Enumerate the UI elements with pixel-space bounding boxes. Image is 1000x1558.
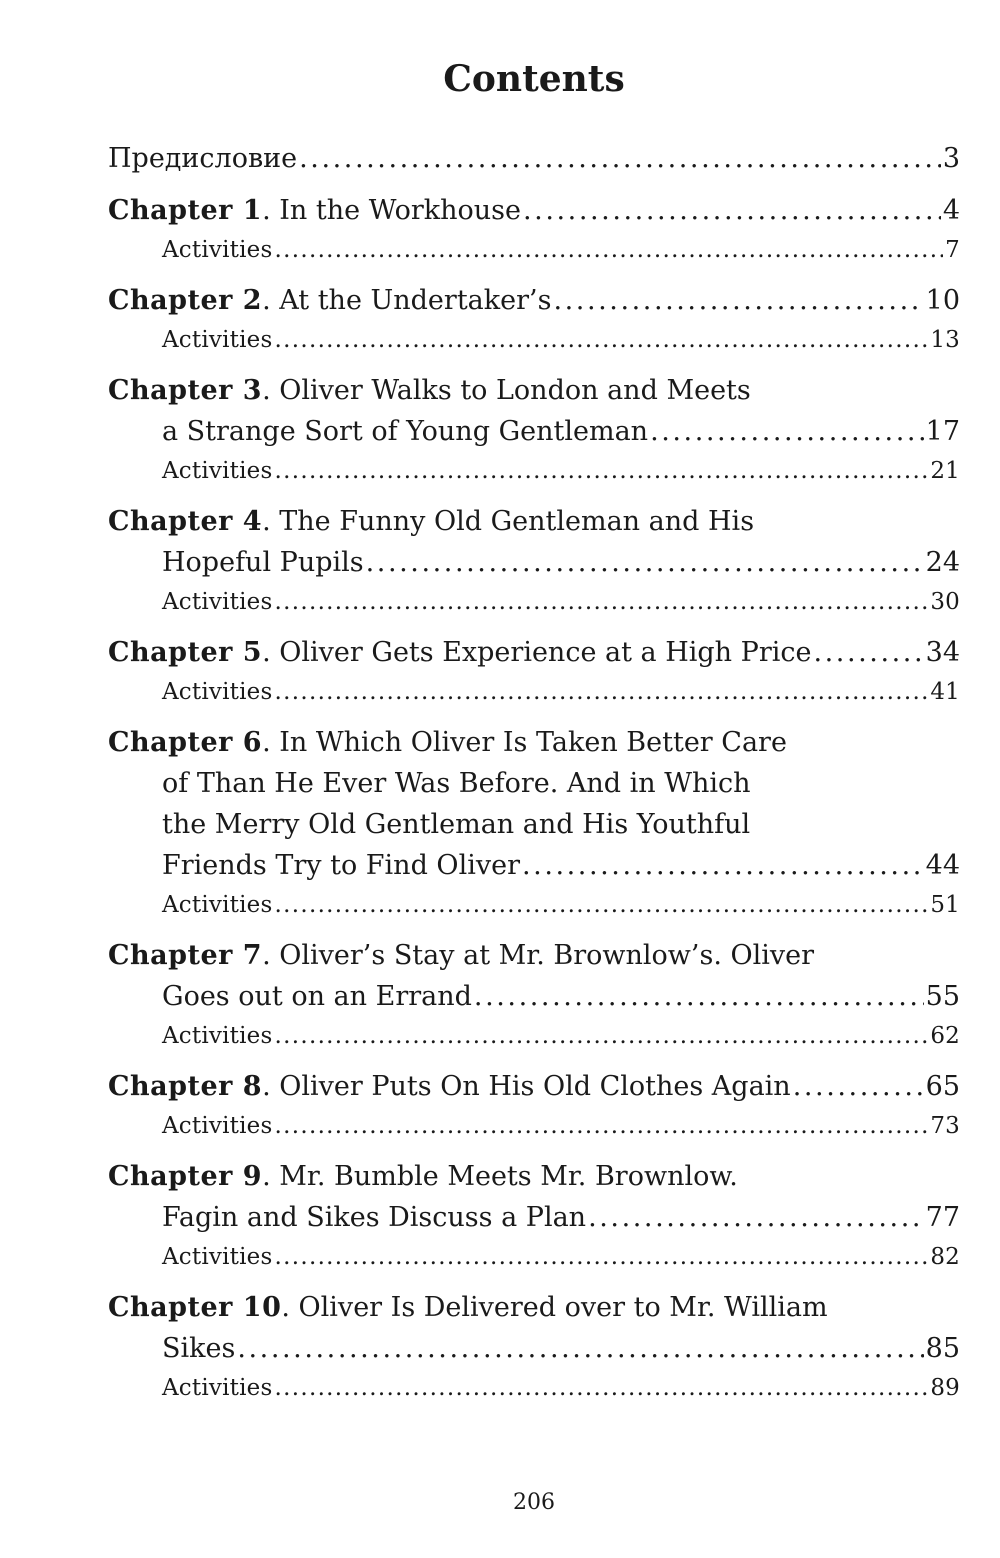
dot-leader (650, 411, 924, 452)
activities-label: Activities (162, 1375, 273, 1401)
activities-page: 73 (930, 1113, 960, 1139)
chapter-title: Oliver Is Delivered over to Mr. William (298, 1292, 828, 1323)
chapter-word: Chapter (108, 940, 233, 971)
dot-leader (366, 542, 924, 583)
chapter-number: 3 (242, 375, 263, 406)
chapter-title: Goes out on an Errand (162, 981, 472, 1012)
chapter-title: Oliver’s Stay at Mr. Brownlow’s. Oliver (279, 940, 815, 971)
chapter-page: 10 (925, 285, 960, 316)
chapter-title: At the Undertaker’s (279, 285, 552, 316)
chapter-title: Oliver Gets Experience at a High Price (279, 637, 812, 668)
activities-label: Activities (162, 589, 273, 615)
chapter-title: the Merry Old Gentleman and His Youthful (162, 809, 751, 840)
chapter-label (108, 1292, 281, 1323)
toc-chapter-7 (108, 935, 960, 1056)
dot-leader (523, 190, 941, 231)
dot-leader (553, 280, 923, 321)
chapter-page: 17 (925, 416, 960, 447)
page-number: 206 (513, 1490, 555, 1515)
chapter-title: In Which Oliver Is Taken Better Care (279, 727, 787, 758)
toc-entry-title-line (108, 722, 960, 763)
activities-label: Activities (162, 1113, 273, 1139)
chapter-word: Chapter (108, 1071, 233, 1102)
chapter-title: In the Workhouse (279, 195, 521, 226)
chapter-title-text: Chapter 9. Mr. Bumble Meets Mr. Brownlow. (108, 1161, 738, 1192)
toc-entry-link[interactable] (108, 1328, 960, 1369)
chapter-word: Chapter (108, 285, 233, 316)
activities-page: 51 (930, 892, 960, 918)
chapter-title-text (162, 542, 364, 583)
activities-label: Activities (162, 892, 273, 918)
toc-chapter-6 (108, 722, 960, 925)
chapter-page: 44 (925, 850, 960, 881)
chapter-title-text: Chapter 6. In Which Oliver Is Taken Better Care (108, 727, 787, 758)
activities-label: Activities (162, 679, 273, 705)
chapter-number: 10 (242, 1292, 282, 1323)
dot-leader (274, 1238, 928, 1277)
chapter-page: 34 (925, 637, 960, 668)
activities-label: Activities (162, 237, 273, 263)
toc-entry-title-line (108, 1156, 960, 1197)
chapter-title: Fagin and Sikes Discuss a Plan (162, 1202, 587, 1233)
chapter-title: Oliver Walks to London and Meets (279, 375, 751, 406)
dot-leader (274, 231, 943, 270)
dot-leader (274, 321, 928, 360)
toc-activities-entry[interactable] (108, 1369, 960, 1408)
toc-entry-link[interactable] (108, 845, 960, 886)
chapter-title-text: Chapter 4. The Funny Old Gentleman and His (108, 506, 755, 537)
chapter-number: 6 (242, 727, 263, 758)
chapter-title: a Strange Sort of Young Gentleman (162, 416, 649, 447)
toc-activities-entry[interactable] (108, 231, 960, 270)
chapter-title-text (162, 809, 750, 840)
toc-entry-title-line (108, 501, 960, 542)
chapter-label (108, 1161, 262, 1192)
chapter-title: Sikes (162, 1333, 236, 1364)
chapter-label (108, 940, 262, 971)
toc-activities-entry[interactable] (108, 452, 960, 491)
dot-leader (299, 138, 941, 179)
chapter-title-text (162, 768, 751, 799)
dot-leader (588, 1197, 924, 1238)
chapter-number: 1 (242, 195, 263, 226)
chapter-title-text (162, 845, 520, 886)
chapter-number: 2 (242, 285, 263, 316)
toc-chapter-list (108, 180, 960, 1408)
chapter-number: 8 (242, 1071, 263, 1102)
chapter-title: of Than He Ever Was Before. And in Which (162, 768, 751, 799)
activities-page: 21 (930, 458, 960, 484)
activities-page: 89 (930, 1375, 960, 1401)
chapter-title-text (162, 411, 648, 452)
chapter-title-text (162, 1328, 235, 1369)
dot-leader (522, 845, 924, 886)
chapter-title-text (162, 1197, 586, 1238)
toc-entry-link[interactable] (108, 632, 960, 673)
toc-entry-title-line (108, 1287, 960, 1328)
activities-page: 7 (945, 237, 960, 263)
chapter-label (108, 285, 262, 316)
chapter-number: 5 (242, 637, 263, 668)
activities-label: Activities (162, 327, 273, 353)
chapter-title: The Funny Old Gentleman and His (279, 506, 755, 537)
toc-chapter-4 (108, 501, 960, 622)
chapter-title: Friends Try to Find Oliver (162, 850, 520, 881)
chapter-number: 7 (242, 940, 263, 971)
activities-page: 13 (930, 327, 960, 353)
dot-leader (237, 1328, 923, 1369)
dot-leader (274, 1369, 928, 1408)
toc-activities-entry[interactable] (108, 583, 960, 622)
activities-label: Activities (162, 458, 273, 484)
preface-page: 3 (942, 143, 960, 174)
chapter-title: Oliver Puts On His Old Clothes Again (279, 1071, 791, 1102)
activities-page: 30 (930, 589, 960, 615)
toc-activities-entry[interactable] (108, 886, 960, 925)
toc-activities-entry[interactable] (108, 1107, 960, 1146)
toc-entry-link[interactable] (108, 411, 960, 452)
activities-page: 62 (930, 1023, 960, 1049)
dot-leader (813, 632, 923, 673)
dot-leader (274, 673, 928, 712)
chapter-page: 77 (925, 1202, 960, 1233)
toc-entry-title-line (108, 370, 960, 411)
chapter-label (108, 506, 262, 537)
chapter-number: 4 (242, 506, 263, 537)
chapter-word: Chapter (108, 195, 233, 226)
activities-label: Activities (162, 1244, 273, 1270)
toc-chapter-3 (108, 370, 960, 491)
chapter-word: Chapter (108, 727, 233, 758)
chapter-title-text: Chapter 8. Oliver Puts On His Old Clothes Again (108, 1071, 791, 1102)
chapter-title-text: Chapter 10. Oliver Is Delivered over to Mr. William (108, 1292, 828, 1323)
chapter-title: Hopeful Pupils (162, 547, 364, 578)
chapter-page: 85 (925, 1333, 960, 1364)
chapter-word: Chapter (108, 1161, 233, 1192)
chapter-word: Chapter (108, 1292, 233, 1323)
toc-chapter-5 (108, 632, 960, 712)
toc-activities-entry[interactable] (108, 1017, 960, 1056)
chapter-word: Chapter (108, 375, 233, 406)
chapter-label (108, 195, 262, 226)
chapter-page: 55 (925, 981, 960, 1012)
chapter-title-text: Chapter 7. Oliver’s Stay at Mr. Brownlow’s. Oliver (108, 940, 815, 971)
chapter-label (108, 375, 262, 406)
chapter-title-text: Chapter 1. In the Workhouse (108, 195, 521, 226)
toc-activities-entry[interactable] (108, 673, 960, 712)
dot-leader (474, 976, 924, 1017)
toc-entry-link[interactable] (108, 190, 960, 231)
toc-entry-title-line (108, 763, 960, 804)
toc-entry-link[interactable] (108, 1066, 960, 1107)
dot-leader (274, 1107, 928, 1146)
toc-entry-link[interactable] (108, 542, 960, 583)
toc-entry-link[interactable] (108, 280, 960, 321)
dot-leader (274, 1017, 928, 1056)
chapter-page: 24 (925, 547, 960, 578)
preface-title: Предисловие (108, 143, 298, 174)
chapter-title: Mr. Bumble Meets Mr. Brownlow. (279, 1161, 738, 1192)
dot-leader (274, 583, 928, 622)
toc-chapter-10 (108, 1287, 960, 1408)
toc-entry-link[interactable] (108, 1197, 960, 1238)
activities-label: Activities (162, 1023, 273, 1049)
chapter-label (108, 637, 262, 668)
chapter-title-text: Chapter 5. Oliver Gets Experience at a High Price (108, 637, 812, 668)
toc-chapter-1 (108, 190, 960, 270)
chapter-title-text (162, 976, 472, 1017)
toc-entry-preface[interactable] (108, 138, 960, 179)
toc-activities-entry[interactable] (108, 321, 960, 360)
chapter-page: 4 (942, 195, 960, 226)
chapter-word: Chapter (108, 506, 233, 537)
toc-entry-title-line (108, 935, 960, 976)
dot-leader (274, 886, 928, 925)
chapter-label (108, 1071, 262, 1102)
toc-chapter-2 (108, 280, 960, 360)
activities-page: 82 (930, 1244, 960, 1270)
toc-entry-title-line (108, 804, 960, 845)
chapter-number: 9 (242, 1161, 263, 1192)
chapter-page: 65 (925, 1071, 960, 1102)
chapter-word: Chapter (108, 637, 233, 668)
chapter-title-text: Chapter 3. Oliver Walks to London and Meets (108, 375, 751, 406)
toc-chapter-9 (108, 1156, 960, 1277)
chapter-title-text: Chapter 2. At the Undertaker’s (108, 285, 552, 316)
activities-page: 41 (930, 679, 960, 705)
chapter-label (108, 727, 262, 758)
dot-leader (793, 1066, 924, 1107)
page-title: Contents (443, 58, 625, 100)
dot-leader (274, 452, 928, 491)
toc-entry-link[interactable] (108, 976, 960, 1017)
toc-activities-entry[interactable] (108, 1238, 960, 1277)
toc-chapter-8 (108, 1066, 960, 1146)
